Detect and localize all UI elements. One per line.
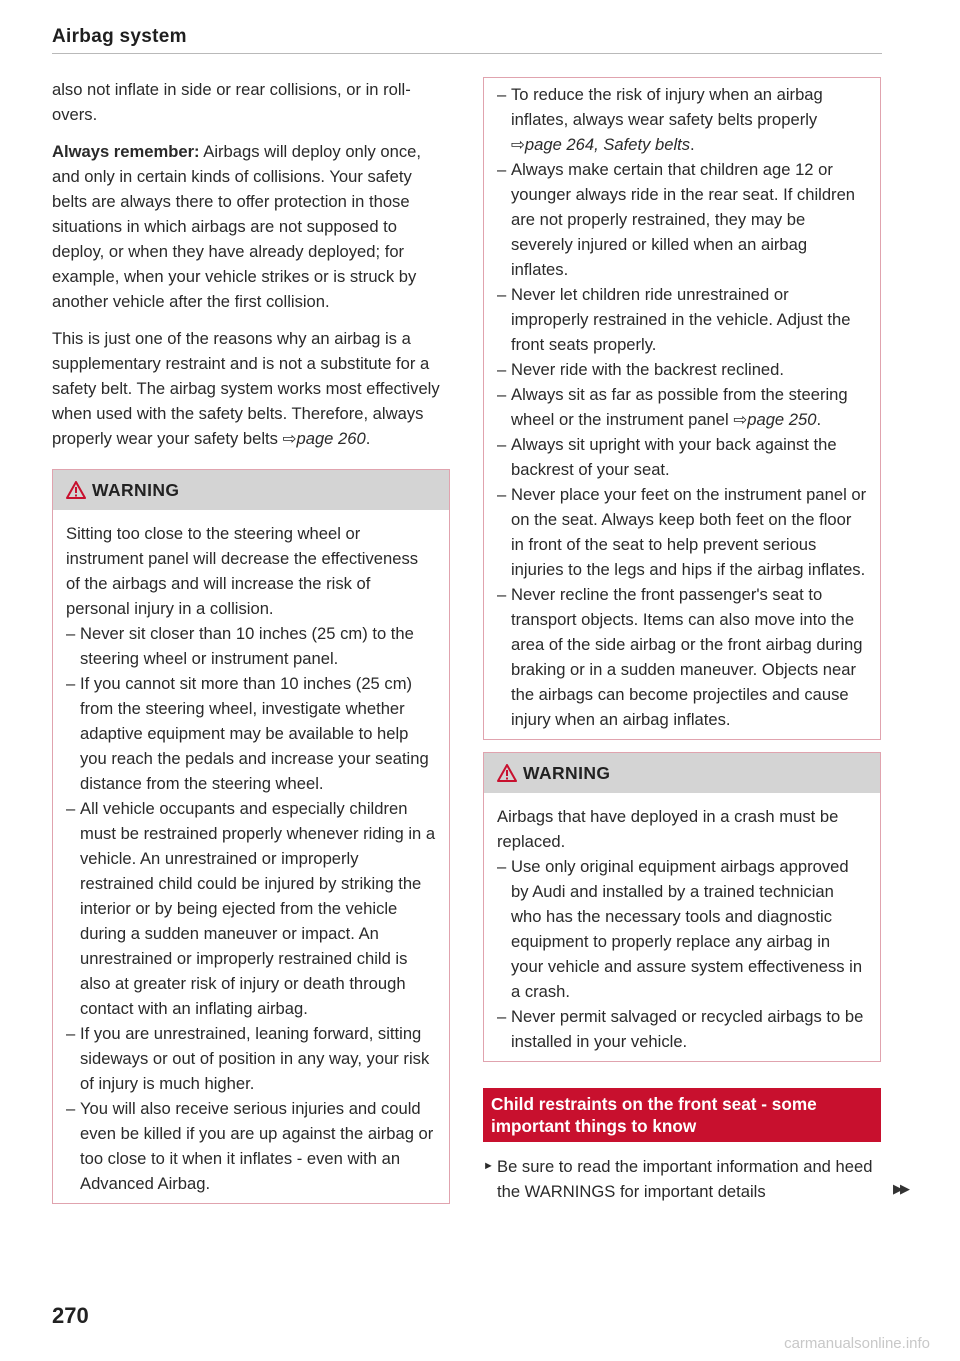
list-item: – Never let children ride unrestrained or improperly restrained in the vehicle. Adjust the front seats properly.: [497, 282, 867, 357]
warning-title: WARNING: [523, 763, 611, 783]
section-heading: Child restraints on the front seat - some important things to know: [483, 1088, 881, 1142]
page-header: [52, 26, 882, 48]
warning-header: [484, 753, 880, 793]
warning-triangle-icon: [497, 764, 517, 782]
warning-continuation-box: [483, 77, 881, 740]
warning-title: WARNING: [92, 480, 180, 500]
warning-intro: Airbags that have deployed in a crash must be replaced.: [497, 807, 839, 851]
warning-list: [497, 854, 867, 1054]
list-item: – Never ride with the backrest reclined.: [497, 357, 867, 382]
page-link[interactable]: ⇨page 260: [282, 429, 366, 448]
list-item: – Always sit as far as possible from the steering wheel or the instrument panel ⇨page 250.: [497, 382, 867, 432]
step-text: Be sure to read the important information and heed the WARNINGS for important details: [497, 1157, 873, 1201]
list-item: – Always sit upright with your back against the backrest of your seat.: [497, 432, 867, 482]
left-column: [52, 77, 450, 1204]
double-chevron-right-icon: ▶▶: [893, 1181, 907, 1196]
header-divider: [52, 53, 882, 54]
list-item: – You will also receive serious injuries and could even be killed if you are up against the airbag or too close to it when it inflates - even with an Advanced Airbag.: [66, 1096, 436, 1196]
warning-intro: Sitting too close to the steering wheel or instrument panel will decrease the effectiveness of the airbags and will increase the risk of personal injury in a collision.: [66, 524, 419, 618]
page-link[interactable]: ⇨page 250: [733, 410, 817, 429]
list-item: – Always make certain that children age 12 or younger always ride in the rear seat. If children are not properly restrained, they may be severely injured or killed when an airbag inflates.: [497, 157, 867, 282]
list-item: – Never sit closer than 10 inches (25 cm) to the steering wheel or instrument panel.: [66, 621, 436, 671]
remember-label: Always remember:: [52, 142, 200, 161]
list-item: – Never permit salvaged or recycled airbags to be installed in your vehicle.: [497, 1004, 867, 1054]
remember-text: Airbags will deploy only once, and only in certain kinds of collisions. Your safety belts are always there to offer protection in those situations in which airbags are not supposed to deploy, or when they have already deployed; for example, when your vehicle strikes or is struck by another vehicle after the first collision.: [52, 142, 421, 311]
warning-triangle-icon: [66, 481, 86, 499]
list-item: – Use only original equipment airbags approved by Audi and installed by a trained technician who has the necessary tools and diagnostic equipment to properly replace any airbag in your vehicle and assure system effectiveness in a crash.: [497, 854, 867, 1004]
list-item: – To reduce the risk of injury when an airbag inflates, always wear safety belts properly ⇨page 264, Safety belts.: [497, 82, 867, 157]
list-item: – If you are unrestrained, leaning forward, sitting sideways or out of position in any way, your risk of injury is much higher.: [66, 1021, 436, 1096]
intro-paragraph: also not inflate in side or rear collisions, or in roll-overs.: [52, 80, 411, 124]
list-item: – All vehicle occupants and especially children must be restrained properly whenever riding in a vehicle. An unrestrained or improperly restrained child could be injured by striking the interior or by being ejected from the vehicle during a sudden maneuver or impact. An unrestrained or improperly restrained child is also at greater risk of injury or death through contact with an inflating airbag.: [66, 796, 436, 1021]
header-title: Airbag system: [52, 26, 187, 47]
right-column: [483, 77, 907, 1204]
list-item: – Never place your feet on the instrument panel or on the seat. Always keep both feet on the floor in front of the seat to help prevent serious injuries to the legs and hips if the airbag inflates.: [497, 482, 867, 582]
warning-continuation-list: [497, 82, 867, 732]
warning-continuation-body: [484, 78, 880, 739]
list-item: – Never recline the front passenger's seat to transport objects. Items can also move into the area of the side airbag or the front airbag during braking or in a sudden maneuver. Objects near the airbags can become projectiles and cause injury when an airbag inflates.: [497, 582, 867, 732]
page-link[interactable]: ⇨page 264, Safety belts: [511, 135, 691, 154]
step-instruction: [483, 1154, 907, 1204]
list-item: – If you cannot sit more than 10 inches (25 cm) from the steering wheel, investigate whether adaptive equipment may be available to help you reach the pedals and increase your seating distance from the steering wheel.: [66, 671, 436, 796]
warning-header: [53, 470, 449, 510]
watermark: carmanualsonline.info: [784, 1335, 930, 1352]
warning-box-2: [483, 752, 881, 1062]
reasons-paragraph: [52, 326, 450, 451]
remember-paragraph: [52, 139, 450, 314]
warning-body: [53, 510, 449, 1203]
reasons-text: This is just one of the reasons why an airbag is a supplementary restraint and is not a substitute for a safety belt. The airbag system works most effectively when used with the safety belts. Therefore, always properly wear your safety belts: [52, 329, 440, 448]
warning-body: [484, 793, 880, 1061]
reasons-end: .: [365, 429, 371, 448]
triangle-right-icon: ►: [483, 1160, 494, 1172]
page-number: 270: [52, 1303, 89, 1328]
warning-box: [52, 469, 450, 1204]
warning-list: [66, 621, 436, 1196]
